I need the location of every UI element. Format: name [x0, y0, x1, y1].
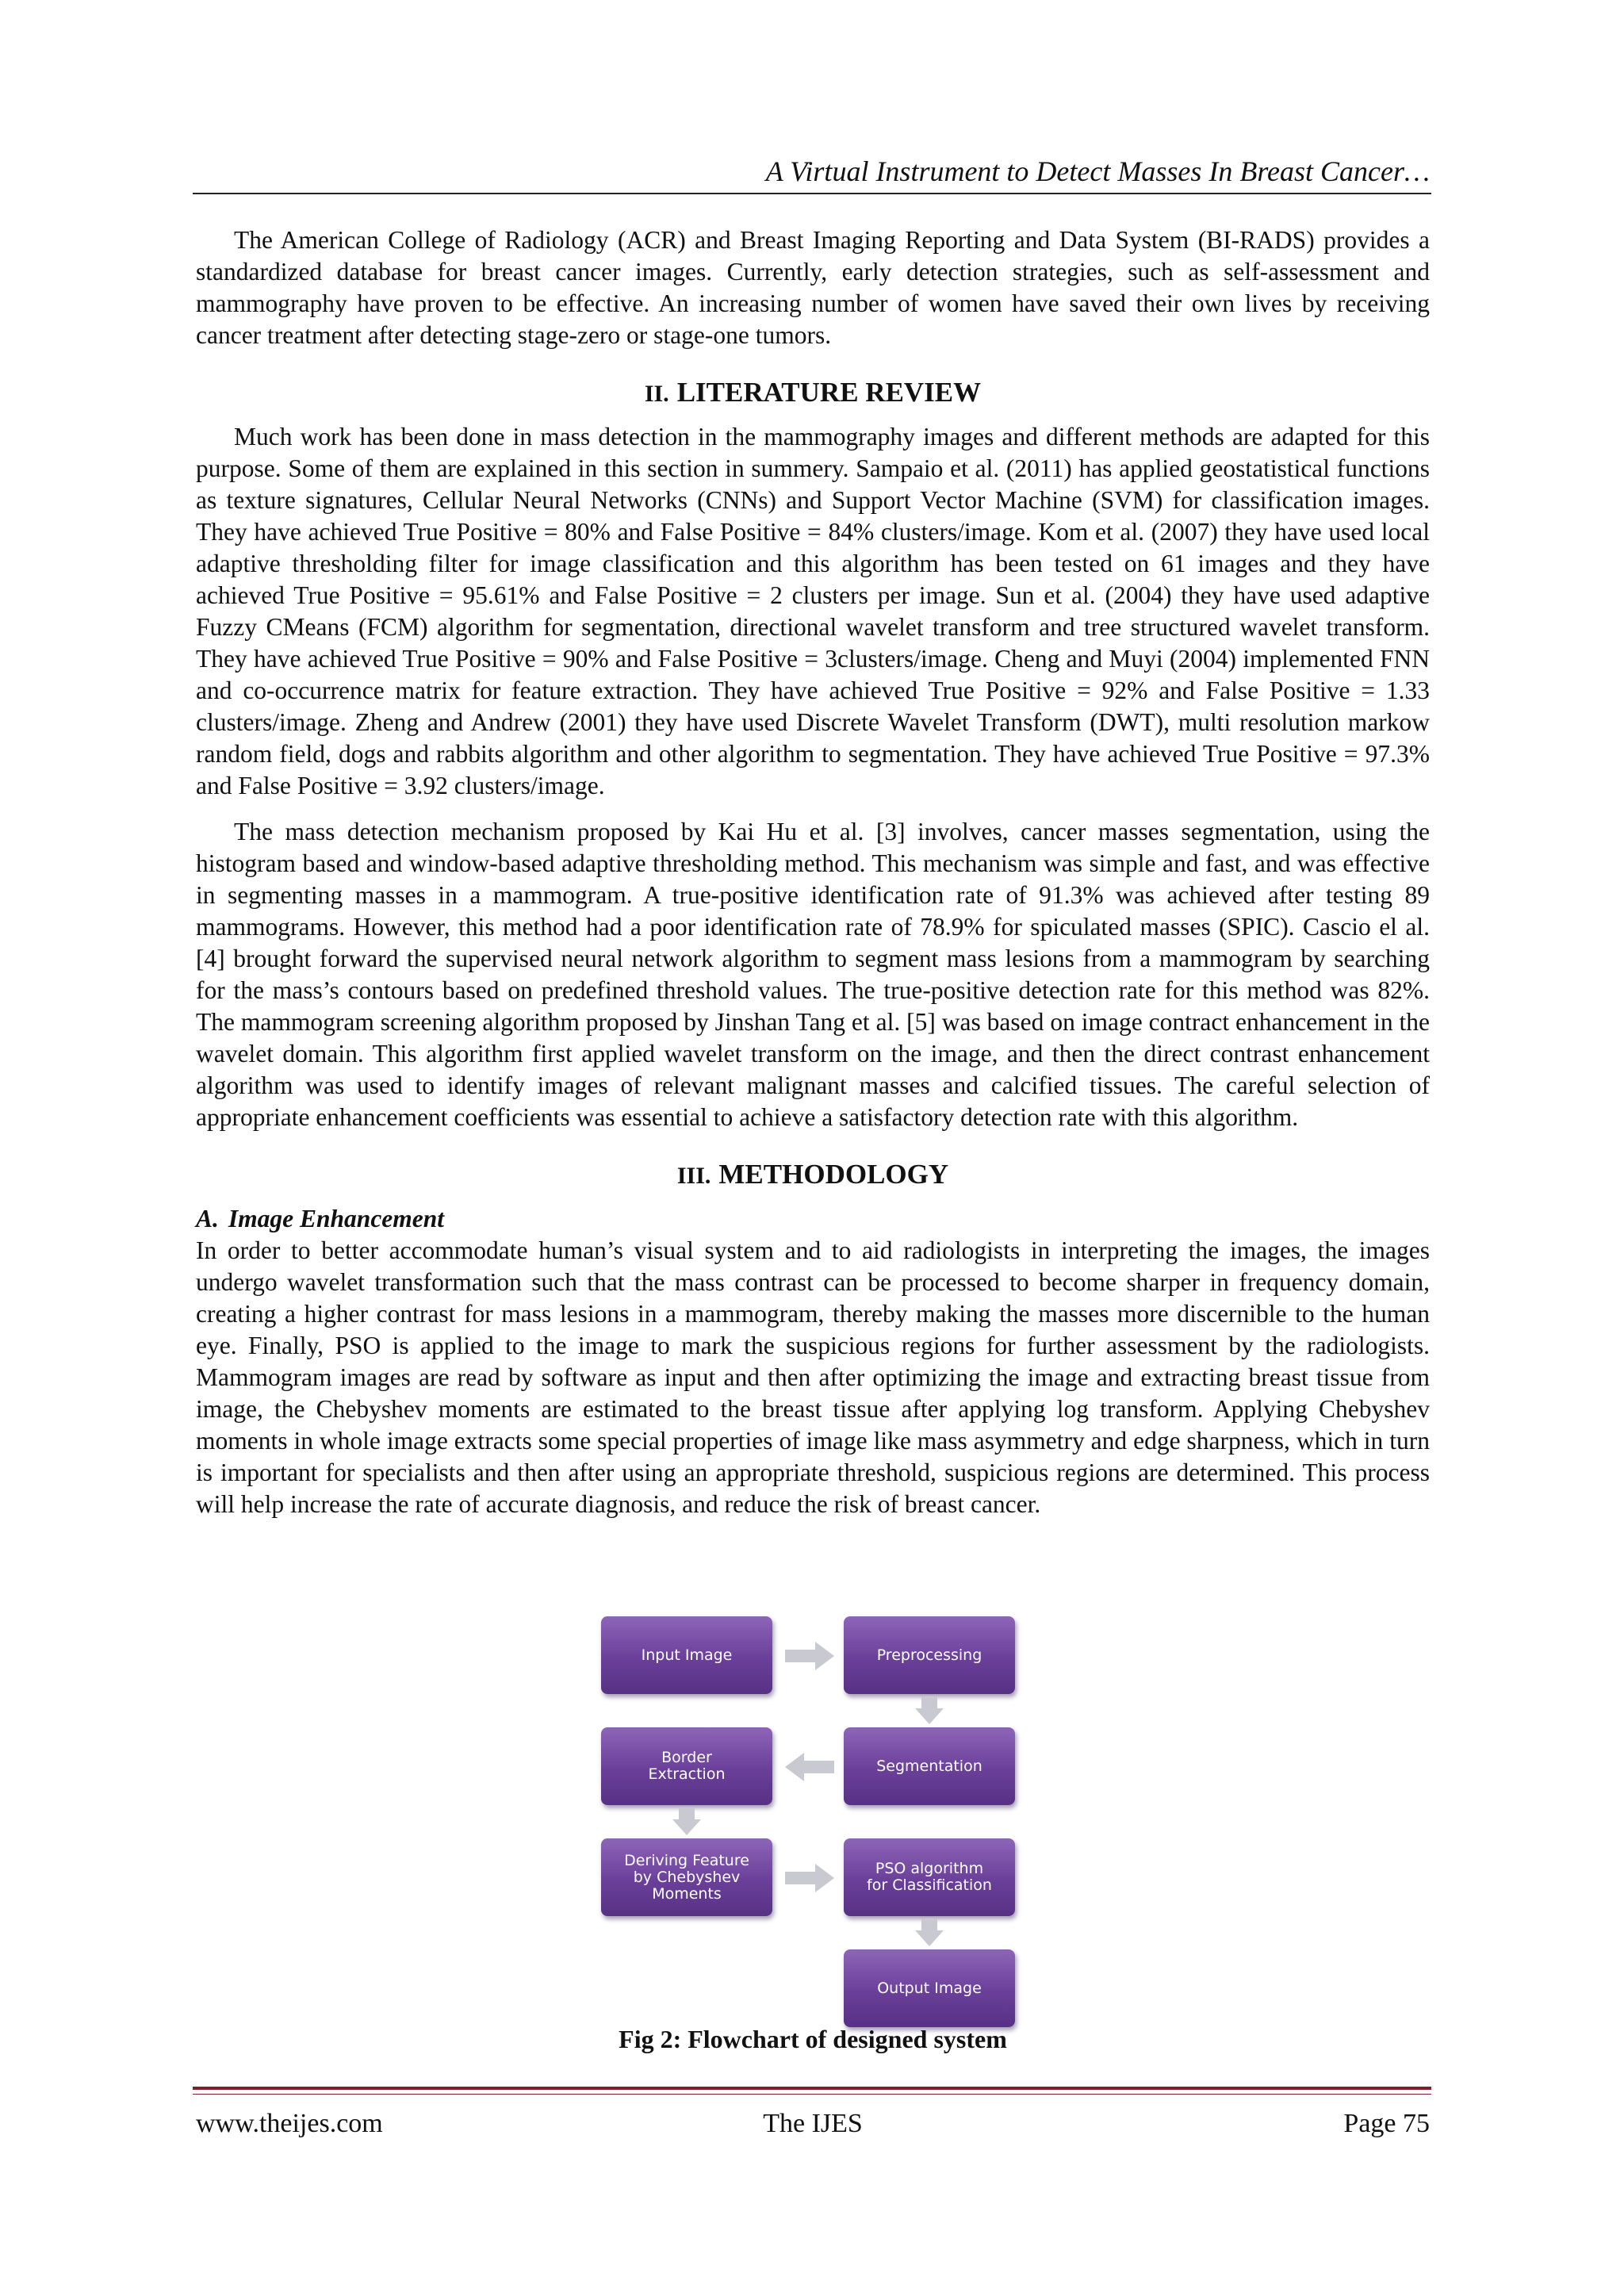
flowchart-box-preprocessing: Preprocessing [844, 1616, 1015, 1694]
arrow-down-icon [672, 1808, 701, 1837]
footer-rule [193, 2087, 1431, 2090]
section-title: METHODOLOGY [718, 1159, 949, 1190]
arrow-right-icon [785, 1864, 836, 1892]
section-heading-literature-review [196, 375, 1430, 412]
footer-page-number: Page 75 [1343, 2109, 1430, 2138]
flowchart-box-border-extraction: Border Extraction [601, 1727, 772, 1805]
figure-caption: Fig 2: Flowchart of designed system [619, 2025, 1007, 2053]
section-number: II. [644, 381, 669, 407]
arrow-right-icon [785, 1642, 836, 1670]
intro-paragraph: The American College of Radiology (ACR) and Breast Imaging Reporting and Data System (BI-RADS) provides a standardized database for breast cancer images. Currently, early detection strategies, such as self-assessment and mammography have proven to be effective. An increasing number of women have saved their own lives by receiving cancer treatment after detecting stage-zero or stage-one tumors. [196, 226, 1430, 349]
section-number: III. [676, 1163, 711, 1189]
arrow-down-icon [915, 1697, 944, 1726]
flowchart-box-deriving-feature: Deriving Feature by Chebyshev Moments [601, 1838, 772, 1916]
flowchart-box-segmentation: Segmentation [844, 1727, 1015, 1805]
footer-journal: The IJES [763, 2109, 863, 2138]
flowchart-box-input-image: Input Image [601, 1616, 772, 1694]
arrow-down-icon [915, 1919, 944, 1948]
subsection-number: A. [196, 1205, 219, 1232]
subsection-heading [196, 1203, 1430, 1235]
page-footer [196, 2106, 1430, 2141]
arrow-left-icon [783, 1753, 834, 1781]
flowchart-box-pso-algorithm: PSO algorithm for Classification [844, 1838, 1015, 1916]
flowchart-figure [587, 1610, 1031, 2022]
literature-paragraph-1: Much work has been done in mass detection in the mammography images and different methods are adapted for this purpose. Some of them are explained in this section in summery. Sampaio et al. (2011) has applied geostatistical functions as texture signatures, Cellular Neural Networks (CNNs) and Support Vector Machine (SVM) for classification images. They have achieved True Positive = 80% and False Positive = 84% clusters/image. Kom et al. (2007) they have used local adaptive thresholding filter for image classification and this algorithm has been tested on 61 images and they have achieved True Positive = 95.61% and False Positive = 2 clusters per image. Sun et al. (2004) they have used adaptive Fuzzy CMeans (FCM) algorithm for segmentation, directional wavelet transform and tree structured wavelet transform. They have achieved True Positive = 90% and False Positive = 3clusters/image. Cheng and Muyi (2004) implemented FNN and co-occurrence matrix for feature extraction. They have achieved True Positive = 92% and False Positive = 1.33 clusters/image. Zheng and Andrew (2001) they have used Discrete Wavelet Transform (DWT), multi resolution markow random field, dogs and rabbits algorithm and other algorithm to segmentation. They have achieved True Positive = 97.3% and False Positive = 3.92 clusters/image. [196, 423, 1430, 799]
section-heading-methodology [196, 1157, 1430, 1194]
subsection-title: Image Enhancement [228, 1205, 445, 1232]
section-title: LITERATURE REVIEW [676, 377, 982, 408]
methodology-paragraph: In order to better accommodate human’s visual system and to aid radiologists in interpreting the images, the images undergo wavelet transformation such that the mass contrast can be processed to become sharper in frequency domain, creating a higher contrast for mass lesions in a mammogram, thereby making the masses more discernible to the human eye. Finally, PSO is applied to the image to mark the suspicious regions for further assessment by the radiologists. Mammogram images are read by software as input and then after optimizing the image and extracting breast tissue from image, the Chebyshev moments are estimated to the breast tissue after applying log transform. Applying Chebyshev moments in whole image extracts some special properties of image like mass asymmetry and edge sharpness, which in turn is important for specialists and then after using an appropriate threshold, suspicious regions are determined. This process will help increase the rate of accurate diagnosis, and reduce the risk of breast cancer. [196, 1236, 1430, 1518]
running-header: A Virtual Instrument to Detect Masses In Breast Cancer… [765, 155, 1430, 187]
footer-website: www.theijes.com [196, 2109, 383, 2138]
header-rule [193, 193, 1431, 194]
body-text [196, 224, 1430, 1520]
flowchart-box-output-image: Output Image [844, 1949, 1015, 2027]
footer-rule-thin [193, 2094, 1431, 2095]
literature-paragraph-2: The mass detection mechanism proposed by Kai Hu et al. [3] involves, cancer masses segmentation, using the histogram based and window-based adaptive thresholding method. This mechanism was simple and fast, and was effective in segmenting masses in a mammogram. A true-positive identification rate of 91.3% was achieved after testing 89 mammograms. However, this method had a poor identification rate of 78.9% for spiculated masses (SPIC). Cascio el al. [4] brought forward the supervised neural network algorithm to segment mass lesions from a mammogram by searching for the mass’s contours based on predefined threshold values. The true-positive detection rate for this method was 82%. The mammogram screening algorithm proposed by Jinshan Tang et al. [5] was based on image contract enhancement in the wavelet domain. This algorithm first applied wavelet transform on the image, and then the direct contrast enhancement algorithm was used to identify images of relevant malignant masses and calcified tissues. The careful selection of appropriate enhancement coefficients was essential to achieve a satisfactory detection rate with this algorithm. [196, 818, 1430, 1131]
